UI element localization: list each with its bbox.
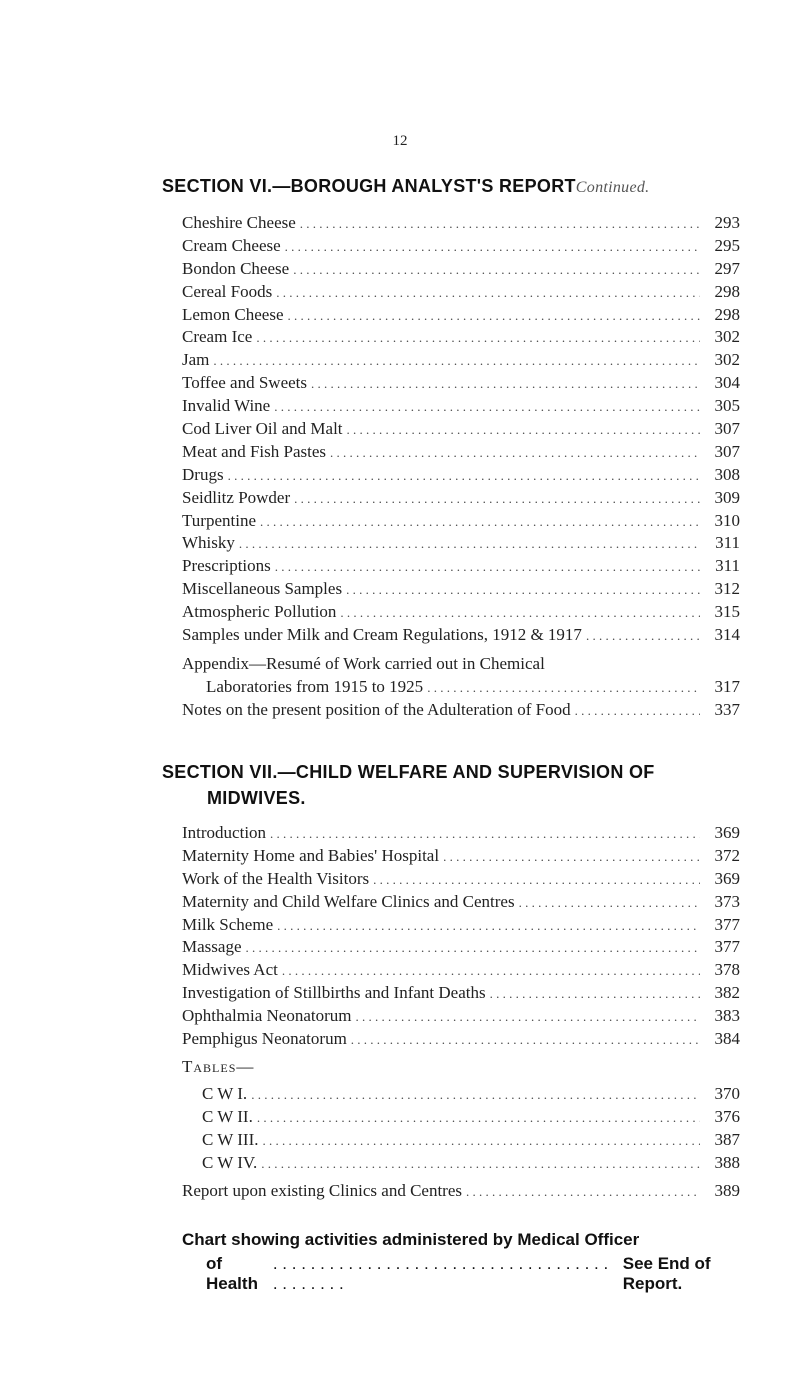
index-entry	[182, 891, 740, 914]
appendix-entry-line-1	[182, 653, 740, 676]
index-entry	[182, 1005, 740, 1028]
leader-dots	[330, 442, 700, 465]
index-entry	[182, 212, 740, 235]
index-entry	[182, 258, 740, 281]
index-entry	[182, 510, 740, 533]
entry-page-number: 376	[714, 1106, 740, 1126]
leader-dots	[275, 556, 700, 579]
entry-page-number: 304	[714, 373, 740, 393]
entry-label: Maternity and Child Welfare Clinics and Centres	[182, 891, 519, 914]
entry-page-number: 317	[714, 676, 740, 696]
entry-label: Report upon existing Clinics and Centres	[182, 1180, 466, 1203]
entry-label: C W II.	[202, 1106, 257, 1129]
leader-dots	[427, 677, 700, 700]
section-6-heading	[162, 176, 649, 197]
entry-label: Maternity Home and Babies' Hospital	[182, 845, 443, 868]
entry-label: Jam	[182, 349, 213, 372]
entry-page-number: 337	[714, 699, 740, 719]
entry-label: Whisky	[182, 532, 239, 555]
entry-label: Seidlitz Powder	[182, 487, 294, 510]
entry-label: Midwives Act	[182, 959, 282, 982]
index-entry	[182, 304, 740, 327]
section-6-list	[182, 212, 740, 722]
index-entry	[182, 326, 740, 349]
footer-line-2-ref: See End of Report.	[622, 1254, 711, 1293]
entry-label: Invalid Wine	[182, 395, 274, 418]
leader-dots	[245, 937, 700, 960]
leader-dots	[356, 1006, 701, 1029]
index-entry	[182, 464, 740, 487]
entry-label: Investigation of Stillbirths and Infant Deaths	[182, 982, 490, 1005]
entry-page-number: 307	[714, 441, 740, 461]
entry-label: Miscellaneous Samples	[182, 578, 346, 601]
entry-page-number: 302	[714, 327, 740, 347]
entry-page-number: 295	[714, 235, 740, 255]
tables-list	[202, 1083, 740, 1175]
entry-label: Cream Cheese	[182, 235, 285, 258]
index-entry	[182, 395, 740, 418]
entry-label: Notes on the present position of the Adulteration of Food	[182, 699, 575, 722]
entry-label: Work of the Health Visitors	[182, 868, 373, 891]
index-entry	[182, 982, 740, 1005]
index-entry	[182, 235, 740, 258]
section-7-heading: SECTION VII.—CHILD WELFARE AND SUPERVISION OF	[162, 762, 655, 782]
entry-page-number: 377	[714, 937, 740, 957]
index-entry	[182, 868, 740, 891]
section-6-title: SECTION VI.—BOROUGH ANALYST'S REPORT	[162, 176, 576, 196]
leader-dots	[490, 983, 700, 1006]
entry-label: Introduction	[182, 822, 270, 845]
leader-dots	[466, 1181, 700, 1204]
index-entry	[182, 487, 740, 510]
page-number: 12	[392, 133, 408, 149]
entry-page-number: 309	[714, 487, 740, 507]
entry-label: Atmospheric Pollution	[182, 601, 340, 624]
leader-dots	[346, 579, 700, 602]
entry-page-number: 297	[714, 258, 740, 278]
entry-page-number: 298	[714, 304, 740, 324]
entry-page-number: 298	[714, 281, 740, 301]
leader-dots	[373, 869, 700, 892]
entry-label: Prescriptions	[182, 555, 275, 578]
entry-page-number: 387	[714, 1129, 740, 1149]
entry-page-number: 388	[714, 1152, 740, 1172]
entry-label: C W IV.	[202, 1152, 261, 1175]
entry-label: Ophthalmia Neonatorum	[182, 1005, 356, 1028]
entry-page-number: 305	[714, 396, 740, 416]
index-entry	[182, 822, 740, 845]
table-entry	[202, 1129, 740, 1152]
leader-dots	[251, 1084, 700, 1107]
index-entry	[182, 914, 740, 937]
leader-dots	[288, 305, 701, 328]
entry-label: Meat and Fish Pastes	[182, 441, 330, 464]
index-entry	[182, 845, 740, 868]
footer-note	[182, 1230, 750, 1293]
leader-dots	[443, 846, 700, 869]
tables-label: Tables—	[182, 1057, 255, 1076]
leader-dots	[213, 350, 700, 373]
entry-label: Toffee and Sweets	[182, 372, 311, 395]
report-list	[182, 1180, 740, 1203]
index-entry	[182, 1028, 740, 1051]
leader-dots	[300, 213, 700, 236]
entry-page-number: 369	[714, 868, 740, 888]
leader-dots	[293, 259, 700, 282]
index-entry	[182, 281, 740, 304]
index-entry	[182, 936, 740, 959]
entry-label: Milk Scheme	[182, 914, 277, 937]
leader-dots	[270, 823, 700, 846]
entry-label: C W III.	[202, 1129, 263, 1152]
entry-page-number: 384	[714, 1029, 740, 1049]
index-entry	[182, 418, 740, 441]
entry-label: Cereal Foods	[182, 281, 276, 304]
leader-dots	[311, 373, 700, 396]
entry-label: Appendix—Resumé of Work carried out in Chemical	[182, 653, 549, 676]
leader-dots	[228, 465, 700, 488]
entry-page-number: 302	[714, 350, 740, 370]
appendix-entry-line-2	[182, 676, 740, 699]
leader-dots	[260, 511, 700, 534]
entry-label: Drugs	[182, 464, 228, 487]
index-entry	[182, 555, 740, 578]
leader-dots	[575, 700, 700, 723]
notes-entry	[182, 699, 740, 722]
index-entry	[182, 959, 740, 982]
entry-label: Bondon Cheese	[182, 258, 293, 281]
footer-line-2-label: of Health	[206, 1254, 258, 1293]
index-entry	[182, 372, 740, 395]
leader-dots	[340, 602, 700, 625]
leader-dots	[277, 915, 700, 938]
entry-page-number: 382	[714, 983, 740, 1003]
entry-page-number: 312	[714, 579, 740, 599]
leader-dots	[282, 960, 700, 983]
continued-label: Continued.	[575, 179, 650, 196]
entry-page-number: 310	[714, 510, 740, 530]
entry-label: Massage	[182, 936, 245, 959]
leader-dots	[274, 396, 700, 419]
index-entry	[182, 601, 740, 624]
entry-page-number: 307	[714, 419, 740, 439]
entry-label: Cheshire Cheese	[182, 212, 300, 235]
table-entry	[202, 1106, 740, 1129]
footer-line-1: Chart showing activities administered by Medical Officer	[182, 1230, 640, 1249]
entry-label: Samples under Milk and Cream Regulations, 1912 & 1917	[182, 624, 586, 647]
entry-label: Cream Ice	[182, 326, 256, 349]
leader-dots	[294, 488, 700, 511]
leader-dots	[256, 327, 700, 350]
entry-page-number: 293	[714, 213, 740, 232]
index-entry	[182, 532, 740, 555]
leader-dots	[347, 419, 700, 442]
entry-page-number: 314	[714, 625, 740, 645]
table-entry	[202, 1083, 740, 1106]
leader-dots	[263, 1130, 700, 1153]
entry-label: Cod Liver Oil and Malt	[182, 418, 347, 441]
entry-page-number: 308	[714, 464, 740, 484]
leader-dots	[257, 1107, 700, 1130]
entry-label: Turpentine	[182, 510, 260, 533]
section-7-list	[182, 822, 740, 1051]
leader-dots	[351, 1029, 700, 1052]
entry-page-number: 311	[715, 556, 740, 576]
report-entry	[182, 1180, 740, 1203]
section-7-heading-line2: MIDWIVES.	[207, 788, 306, 808]
leader-dots	[261, 1153, 700, 1176]
table-entry	[202, 1152, 740, 1175]
leader-dots	[273, 1254, 617, 1294]
leader-dots	[285, 236, 700, 259]
entry-label: Laboratories from 1915 to 1925	[182, 676, 427, 699]
entry-page-number: 378	[714, 960, 740, 980]
entry-page-number: 370	[714, 1084, 740, 1103]
index-entry	[182, 349, 740, 372]
index-entry	[182, 624, 740, 647]
entry-page-number: 311	[715, 533, 740, 553]
entry-page-number: 372	[714, 845, 740, 865]
entry-page-number: 369	[714, 823, 740, 842]
entry-page-number: 377	[714, 914, 740, 934]
entry-label: Lemon Cheese	[182, 304, 288, 327]
entry-page-number: 373	[714, 891, 740, 911]
index-entry	[182, 441, 740, 464]
leader-dots	[276, 282, 700, 305]
entry-label: C W I.	[202, 1083, 251, 1106]
leader-dots	[586, 625, 700, 648]
index-entry	[182, 578, 740, 601]
leader-dots	[519, 892, 700, 915]
leader-dots	[239, 533, 700, 556]
entry-label: Pemphigus Neonatorum	[182, 1028, 351, 1051]
entry-page-number: 389	[714, 1181, 740, 1200]
entry-page-number: 315	[714, 602, 740, 622]
entry-page-number: 383	[714, 1006, 740, 1026]
